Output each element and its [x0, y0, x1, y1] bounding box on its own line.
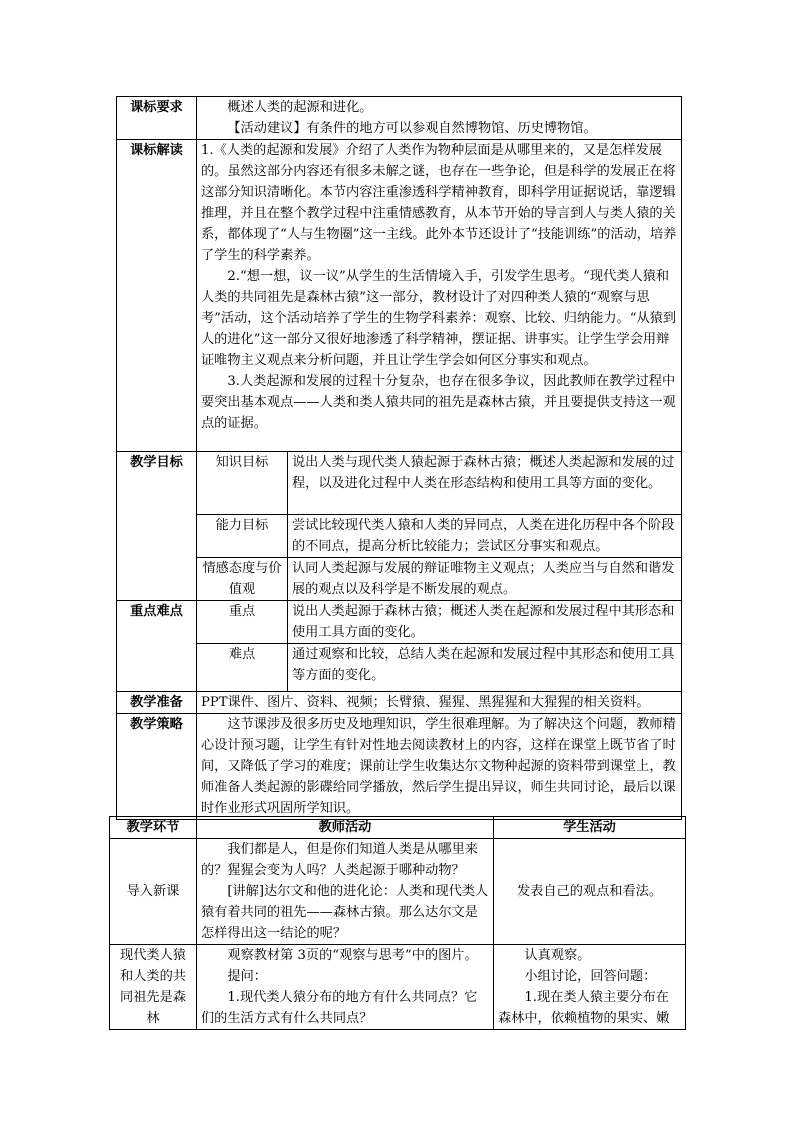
xiandai-teacher-p2: 提问： [227, 969, 267, 984]
daoru-label: 导入新课 [110, 839, 197, 945]
zhongdian-nandian-label: 重点难点 [117, 601, 197, 692]
jiaoxue-zhunbei-text: PPT课件、图片、资料、视频；长臂猿、猩猩、黑猩猩和大猩猩的相关资料。 [197, 692, 682, 714]
teaching-process-table [109, 816, 686, 1030]
xiandai-student-p3: 1.现在类人猿主要分布在森林中，依赖植物的果实、嫩 [498, 990, 670, 1026]
jiaoxue-mubiao-label: 教学目标 [117, 452, 197, 601]
zhishi-mubiao-text: 说出人类与现代类人猿起源于森林古猿；概述人类起源和发展的过程，以及进化过程中人类在形态结构和使用工具等方面的变化。 [288, 452, 682, 515]
kebiao-jiedu-p1: 1.《人类的起源和发展》介绍了人类作为物种层面是从哪里来的，又是怎样发展的。虽然这部分内容还有很多未解之谜，也存在一些争论，但是科学的发展正在将这部分知识清晰化。本节内容注重渗透科学精神教育，即科学用证据说话，靠逻辑推理，并且在整个教学过程中注重情感教育，从本节开始的导言到人与类人猿的关系，都体现了“人与生物圈”这一主线。此外本节还设计了“技能训练”的活动，培养了学生的科学素养。 [201, 143, 677, 263]
qinggan-mubiao-text: 认同人类起源与发展的辩证唯物主义观点；人类应当与自然和谐发展的观点以及科学是不断发展的观点。 [288, 558, 682, 601]
kebiao-jiedu-label: 课标解读 [117, 140, 197, 452]
row-jiaoxue-celue [117, 714, 682, 820]
xiandai-student-p1: 认真观察。 [524, 948, 591, 963]
kebiao-yaoqiu-line1: 概述人类的起源和进化。 [227, 100, 373, 115]
xiandai-student [494, 945, 686, 1030]
row-zhongdian [117, 601, 682, 644]
row-daoru [110, 839, 686, 945]
row-nengli-mubiao [117, 515, 682, 558]
row-zhishi-mubiao [117, 452, 682, 515]
daoru-teacher-p2: [讲解]达尔文和他的进化论：人类和现代类人猿有着共同的祖先——森林古猿。那么达尔文是怎样得出这一结论的呢？ [201, 884, 489, 941]
header-huanjie: 教学环节 [110, 817, 197, 839]
kebiao-jiedu-content [197, 140, 682, 452]
xiandai-student-p2: 小组讨论，回答问题： [524, 969, 657, 984]
xiandai-teacher [197, 945, 494, 1030]
process-header-row [110, 817, 686, 839]
kebiao-jiedu-p2: 2.“想一想，议一议”从学生的生活情境入手，引发学生思考。“现代类人猿和人类的共同祖先是森林古猿”这一部分，教材设计了对四种类人猿的“观察与思考”活动，这个活动培养了学生的生物学科素养：观察、比较、归纳能力。“从猿到人的进化”这一部分又很好地渗透了科学精神，摆证据、讲事实。让学生学会用辩证唯物主义观点来分析问题，并且让学生学会如何区分事实和观点。 [201, 269, 677, 368]
kebiao-yaoqiu-line2: 【活动建议】有条件的地方可以参观自然博物馆、历史博物馆。 [227, 121, 597, 136]
nandian-text: 通过观察和比较，总结人类在起源和发展过程中其形态和使用工具等方面的变化。 [288, 644, 682, 692]
zhongdian-label: 重点 [197, 601, 288, 644]
lesson-info-table [116, 96, 682, 820]
kebiao-yaoqiu-content [197, 97, 682, 140]
xiandai-label: 现代类人猿和人类的共同祖先是森林 [110, 945, 197, 1030]
zhishi-mubiao-label: 知识目标 [197, 452, 288, 515]
header-xuesheng: 学生活动 [494, 817, 686, 839]
daoru-teacher [197, 839, 494, 945]
jiaoxue-celue-text: 这节课涉及很多历史及地理知识，学生很难理解。为了解决这个问题，教师精心设计预习题，让学生有针对性地去阅读教材上的内容，这样在课堂上既节省了时间，又降低了学习的难度；课前让学生收集达尔文物种起源的资料带到课堂上，教师准备人类起源的影碟给同学播放，然后学生提出异议，师生共同讨论，最后以课时作业形式巩固所学知识。 [197, 714, 682, 820]
jiaoxue-zhunbei-label: 教学准备 [117, 692, 197, 714]
row-jiaoxue-zhunbei [117, 692, 682, 714]
nandian-label: 难点 [197, 644, 288, 692]
row-xiandai [110, 945, 686, 1030]
zhongdian-text: 说出人类起源于森林古猿；概述人类在起源和发展过程中其形态和使用工具方面的变化。 [288, 601, 682, 644]
xiandai-teacher-p1: 观察教材第 3页的“观察与思考”中的图片。 [227, 948, 478, 963]
row-kebiao-yaoqiu [117, 97, 682, 140]
daoru-student: 发表自己的观点和看法。 [494, 839, 686, 945]
nengli-mubiao-label: 能力目标 [197, 515, 288, 558]
daoru-teacher-p1: 我们都是人，但是你们知道人类是从哪里来的？猩猩会变为人吗？人类起源于哪种动物？ [201, 842, 478, 878]
jiaoxue-celue-label: 教学策略 [117, 714, 197, 820]
kebiao-yaoqiu-label: 课标要求 [117, 97, 197, 140]
row-kebiao-jiedu [117, 140, 682, 452]
kebiao-jiedu-p3: 3.人类起源和发展的过程十分复杂，也存在很多争议，因此教师在教学过程中要突出基本观点——人类和类人猿共同的祖先是森林古猿，并且要提供支持这一观点的证据。 [201, 374, 676, 431]
header-jiaoshi: 教师活动 [197, 817, 494, 839]
xiandai-teacher-p3: 1.现代类人猿分布的地方有什么共同点？它们的生活方式有什么共同点？ [201, 990, 478, 1026]
nengli-mubiao-text: 尝试比较现代类人猿和人类的异同点，人类在进化历程中各个阶段的不同点，提高分析比较能力；尝试区分事实和观点。 [288, 515, 682, 558]
row-qinggan-mubiao [117, 558, 682, 601]
row-nandian [117, 644, 682, 692]
qinggan-mubiao-label: 情感态度与价值观 [197, 558, 288, 601]
